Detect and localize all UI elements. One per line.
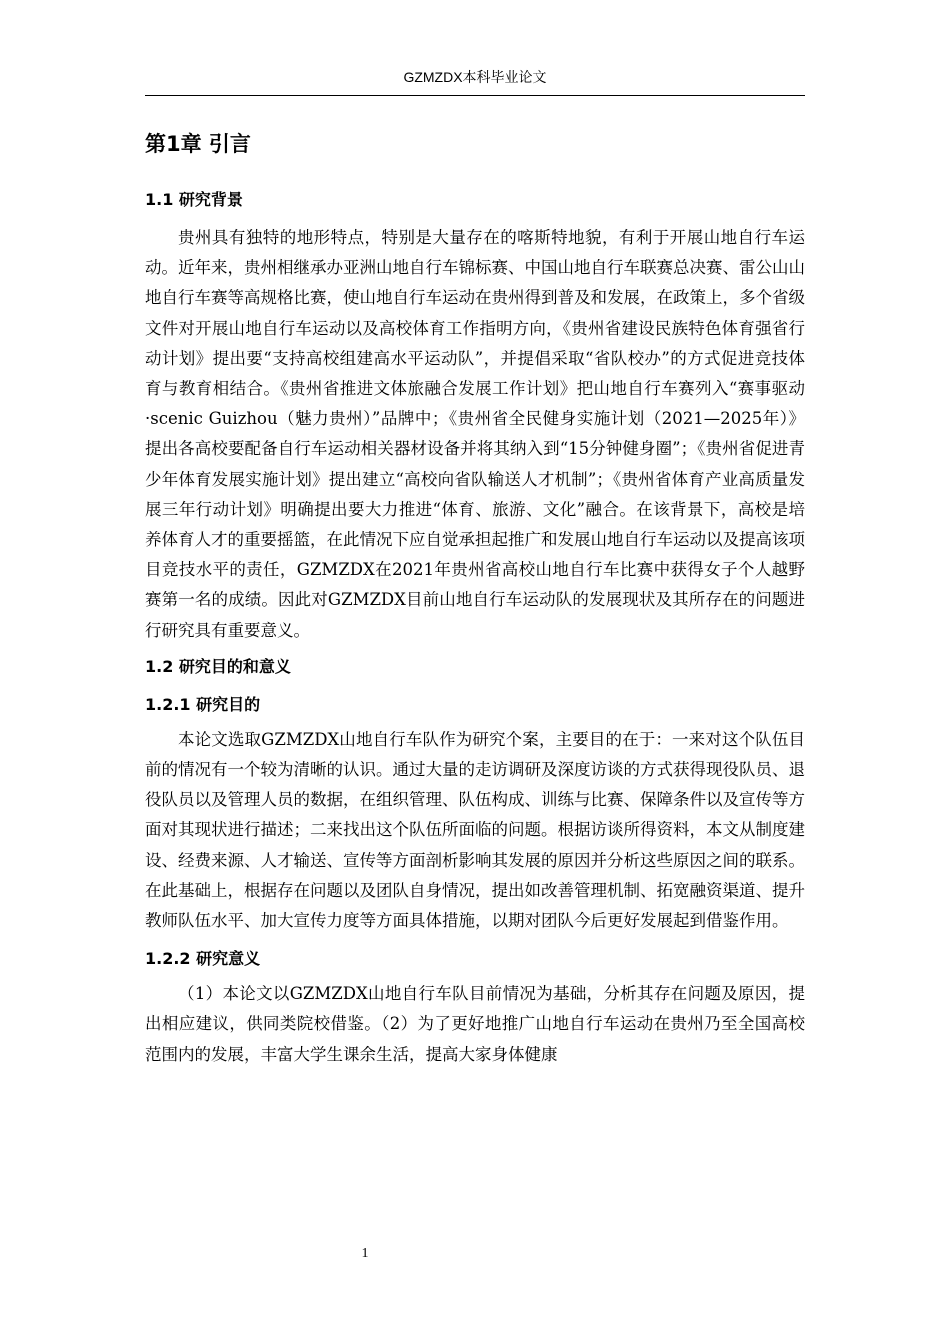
page-body bbox=[145, 124, 805, 1070]
subsection-title-research-purpose: 1.2.1 研究目的 bbox=[145, 694, 261, 714]
header-rule bbox=[145, 95, 805, 96]
subsection-title-research-significance: 1.2.2 研究意义 bbox=[145, 949, 261, 969]
page-number: 1 bbox=[361, 1246, 369, 1261]
paragraph-research-background: 贵州具有独特的地形特点，特别是大量存在的喀斯特地貌，有利于开展山地自行车运动。近年来，贵州相继承办亚洲山地自行车锦标赛、中国山地自行车联赛总决赛、雷公山山地自行车赛等高规格比赛，使山地自行车运动在贵州得到普及和发展，在政策上，多个省级文件对开展山地自行车运动以及高校体育工作指明方向，《贵州省建设民族特色体育强省行动计划》提出要“支持高校组建高水平运动队”，并提倡采取“省队校办”的方式促进竞技体育与教育相结合。《贵州省推进文体旅融合发展工作计划》把山地自行车赛列入“赛事驱动·scenic Guizhou（魅力贵州）”品牌中；《贵州省全民健身实施计划（2021—2025年）》提出各高校要配备自行车运动相关器材设备并将其纳入到“15分钟健身圈”；《贵州省促进青少年体育发展实施计划》提出建立“高校向省队输送人才机制”；《贵州省体育产业高质量发展三年行动计划》明确提出要大力推进“体育、旅游、文化”融合。在该背景下，高校是培养体育人才的重要摇篮，在此情况下应自觉承担起推广和发展山地自行车运动以及提高该项目竞技水平的责任，GZMZDX在2021年贵州省高校山地自行车比赛中获得女子个人越野赛第一名的成绩。因此对GZMZDX目前山地自行车运动队的发展现状及其所存在的问题进行研究具有重要意义。 bbox=[145, 228, 805, 640]
section-title-purpose-significance: 1.2 研究目的和意义 bbox=[145, 656, 291, 676]
section-title-research-background: 1.1 研究背景 bbox=[145, 190, 243, 209]
chapter-title: 第1章 引言 bbox=[145, 132, 251, 156]
running-header: GZMZDX本科毕业论文 bbox=[403, 69, 547, 85]
paragraph-research-purpose: 本论文选取GZMZDX山地自行车队作为研究个案，主要目的在于：一来对这个队伍目前的情况有一个较为清晰的认识。通过大量的走访调研及深度访谈的方式获得现役队员、退役队员以及管理人员的数据，在组织管理、队伍构成、训练与比赛、保障条件以及宣传等方面对其现状进行描述；二来找出这个队伍所面临的问题。根据访谈所得资料，本文从制度建设、经费来源、人才输送、宣传等方面剖析影响其发展的原因并分析这些原因之间的联系。在此基础上，根据存在问题以及团队自身情况，提出如改善管理机制、拓宽融资渠道、提升教师队伍水平、加大宣传力度等方面具体措施，以期对团队今后更好发展起到借鉴作用。 bbox=[145, 729, 805, 931]
paragraph-research-significance: （1）本论文以GZMZDX山地自行车队目前情况为基础，分析其存在问题及原因，提出相应建议，供同类院校借鉴。（2）为了更好地推广山地自行车运动在贵州乃至全国高校范围内的发展，丰富大学生课余生活，提高大家身体健康 bbox=[145, 984, 805, 1064]
